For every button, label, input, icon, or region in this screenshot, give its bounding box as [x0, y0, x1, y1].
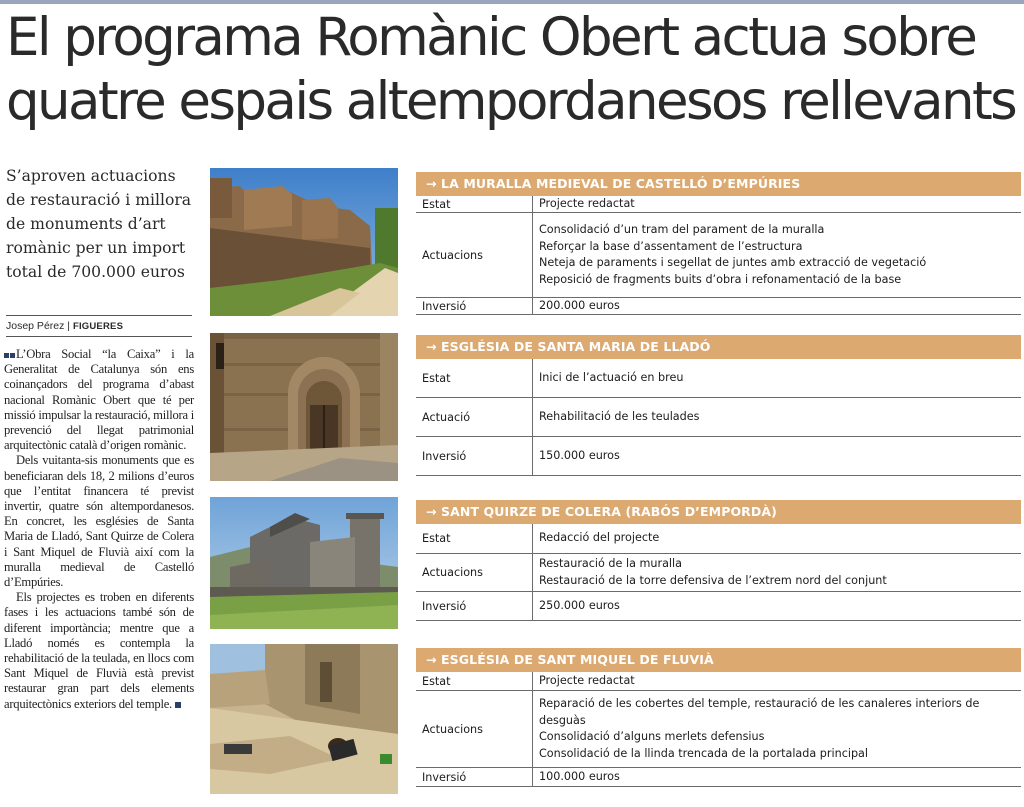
row-estat	[416, 196, 1021, 213]
divider	[6, 315, 192, 316]
row-estat	[416, 359, 1021, 398]
row-label: Actuacions	[416, 691, 533, 767]
row-value: 100.000 euros	[539, 769, 620, 783]
info-card-sant-miquel-fluvia	[416, 648, 1021, 787]
list-item: Reparació de les cobertes del temple, restauració de les canaleres interiors de desguàs	[539, 697, 980, 727]
list-item: Restauració de la torre defensiva de l’extrem nord del conjunt	[539, 573, 887, 587]
row-inversio	[416, 768, 1021, 787]
row-value: 150.000 euros	[539, 448, 620, 462]
card-title: → ESGLÉSIA DE SANTA MARIA DE LLADÓ	[416, 335, 1021, 359]
row-inversio	[416, 592, 1021, 621]
row-label: Estat	[416, 524, 533, 553]
row-label: Inversió	[416, 437, 533, 475]
row-inversio	[416, 437, 1021, 476]
byline: Josep Pérez | FIGUERES	[6, 320, 124, 332]
row-label: Estat	[416, 672, 533, 690]
subhead: S’aproven actuacions de restauració i millora de monuments d’art romànic per un import total de 700.000 euros	[6, 167, 192, 281]
photo-sant-miquel-fluvia	[210, 644, 398, 794]
top-rule	[0, 0, 1024, 4]
headline: El programa Romànic Obert actua sobre quatre espais altempordanesos rellevants	[6, 7, 1016, 132]
body-paragraph: Els projectes es troben en diferents fases i les actuacions també són de diferent importància; mentre que a Lladó només es contempla la rehabilitació de la teulada, en llocs com Sant Miquel de Fluvià està previst restaurar gran part dels elements arquitectònics exteriors del temple.	[4, 590, 194, 711]
row-label: Actuacions	[416, 213, 533, 297]
row-value: 250.000 euros	[539, 598, 620, 612]
row-label: Inversió	[416, 768, 533, 786]
row-label: Actuacions	[416, 554, 533, 591]
byline-author: Josep Pérez	[6, 320, 65, 332]
row-label: Actuació	[416, 398, 533, 436]
row-value-list	[533, 213, 1021, 297]
photo-santa-maria-llado	[210, 333, 398, 481]
row-inversio	[416, 298, 1021, 315]
article-body	[4, 347, 194, 712]
list-item: Consolidació d’un tram del parament de la muralla	[539, 223, 825, 236]
row-value-list	[533, 691, 1021, 767]
row-value: Inici de l’actuació en breu	[539, 370, 684, 384]
row-estat	[416, 524, 1021, 554]
divider	[6, 336, 192, 337]
row-value: Projecte redactat	[539, 196, 635, 210]
card-title: → LA MURALLA MEDIEVAL DE CASTELLÓ D’EMPÚRIES	[416, 172, 1021, 196]
row-actuacio	[416, 398, 1021, 437]
end-mark-icon	[175, 702, 181, 708]
photo-muralla-castello	[210, 168, 398, 316]
list-item: Restauració de la muralla	[539, 557, 683, 570]
row-value-list	[533, 554, 1021, 591]
photo-sant-quirze-colera	[210, 497, 398, 629]
body-paragraph: L’Obra Social “la Caixa” i la Generalitat de Catalunya són ens coinançadors del programa d’abast nacional Romànic Obert que té per missió impulsar la restauració, millora i prevenció del llegat patrimonial arquitectònic català d’origen romànic.	[4, 347, 194, 453]
bullet-square-icon	[10, 353, 15, 358]
info-card-santa-maria-llado	[416, 335, 1021, 476]
list-item: Reposició de fragments buits d’obra i refonamentació de la base	[539, 272, 902, 286]
info-card-muralla-castello	[416, 172, 1021, 315]
row-label: Inversió	[416, 592, 533, 620]
list-item: Consolidació de la llinda trencada de la portalada principal	[539, 746, 869, 760]
row-label: Inversió	[416, 298, 533, 314]
card-title: → ESGLÉSIA DE SANT MIQUEL DE FLUVIÀ	[416, 648, 1021, 672]
info-card-sant-quirze-colera	[416, 500, 1021, 621]
row-label: Estat	[416, 196, 533, 212]
row-actuacions	[416, 213, 1021, 298]
byline-location: FIGUERES	[72, 321, 124, 332]
list-item: Consolidació d’alguns merlets defensius	[539, 730, 765, 743]
row-value: 200.000 euros	[539, 298, 620, 312]
row-label: Estat	[416, 359, 533, 397]
row-value: Rehabilitació de les teulades	[539, 409, 700, 423]
body-paragraph: Dels vuitanta-sis monuments que es beneficiaran dels 18, 2 milions d’euros que l’entitat financera té previst invertir, quatre són altempordanesos. En concret, les esglésies de Santa Maria de Lladó, Sant Quirze de Colera i Sant Miquel de Fluvià així com la muralla medieval de Castelló d’Empúries.	[4, 453, 194, 590]
list-item: Neteja de paraments i segellat de juntes amb extracció de vegetació	[539, 256, 927, 269]
row-value: Projecte redactat	[539, 673, 635, 687]
list-item: Reforçar la base d’assentament de l’estructura	[539, 239, 803, 253]
row-actuacions	[416, 691, 1021, 768]
row-estat	[416, 672, 1021, 691]
card-title: → SANT QUIRZE DE COLERA (RABÓS D’EMPORDÀ)	[416, 500, 1021, 524]
row-actuacions	[416, 554, 1021, 592]
bullet-square-icon	[4, 353, 9, 358]
row-value: Redacció del projecte	[539, 531, 660, 545]
